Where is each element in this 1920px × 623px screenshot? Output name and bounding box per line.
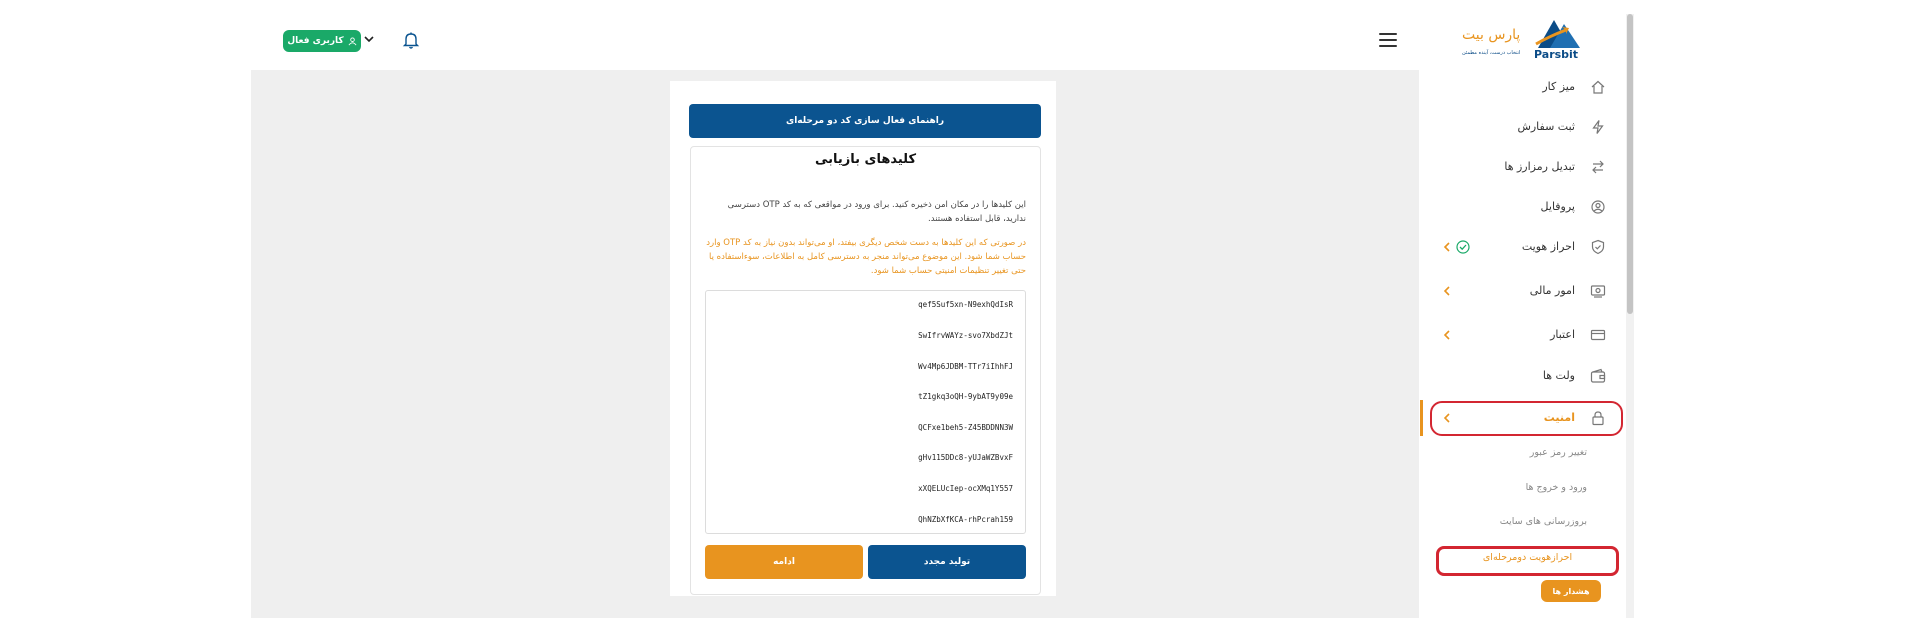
sidebar-item-finance[interactable] bbox=[1420, 276, 1630, 306]
recovery-description: این کلیدها را در مکان امن ذخیره کنید. برای ورود در مواقعی که به کد OTP دسترسی ندارید، قابل استفاده هستند. bbox=[727, 200, 1026, 224]
chevron-left-icon[interactable] bbox=[1442, 329, 1452, 341]
wallet-icon bbox=[1590, 368, 1606, 384]
logo-brand-en: Parsbit bbox=[1534, 48, 1579, 61]
card-icon bbox=[1590, 327, 1606, 343]
sidebar-item-order[interactable] bbox=[1420, 112, 1630, 142]
recovery-warning: در صورتی که این کلیدها به دست شخص دیگری بیفتد، او می‌تواند بدون نیاز به کد OTP وارد حساب شما شود. این موضوع می‌تواند منجر به دسترسی کامل به اطلاعات، سوءاستفاده یا حتی تغییر تنظیمات امنیتی حساب شما شود. bbox=[706, 238, 1026, 276]
user-icon bbox=[348, 37, 357, 46]
chevron-down-icon[interactable] bbox=[363, 33, 375, 45]
logo bbox=[1458, 14, 1588, 64]
recovery-code: QCFxe1beh5-Z45BDDNN3W bbox=[918, 423, 1013, 432]
recovery-code: tZ1gkq3oQH-9ybAT9y09e bbox=[918, 392, 1013, 401]
sidebar-item-label: اعتبار bbox=[1550, 328, 1575, 341]
sidebar-item-label: میز کار bbox=[1542, 80, 1575, 93]
swap-icon bbox=[1590, 159, 1606, 175]
chevron-left-icon[interactable] bbox=[1442, 241, 1452, 253]
sidebar-item-label: امور مالی bbox=[1529, 284, 1575, 297]
sidebar-item-credit[interactable] bbox=[1420, 320, 1630, 350]
scrollbar[interactable] bbox=[1626, 14, 1634, 618]
scrollbar-thumb[interactable] bbox=[1627, 14, 1633, 314]
active-user-button[interactable] bbox=[283, 30, 361, 52]
recovery-title: کلیدهای بازیابی bbox=[814, 152, 917, 167]
sidebar-sub-login-history[interactable]: ورود و خروج ها bbox=[1525, 482, 1587, 493]
sidebar-item-label: احراز هویت bbox=[1521, 240, 1575, 253]
recovery-code: QhNZbXfKCA-rhPcrah159 bbox=[918, 515, 1013, 524]
sidebar-item-profile[interactable] bbox=[1420, 192, 1630, 222]
recovery-codes-box bbox=[705, 290, 1026, 534]
sidebar-item-security[interactable] bbox=[1420, 403, 1630, 433]
sidebar-item-dashboard[interactable] bbox=[1420, 72, 1630, 102]
sidebar-item-label: تبدیل رمزارز ها bbox=[1504, 160, 1575, 173]
sidebar-item-convert[interactable] bbox=[1420, 152, 1630, 182]
recovery-code: xXQELUcIep-ocXMq1Y557 bbox=[918, 484, 1013, 493]
user-circle-icon bbox=[1590, 199, 1606, 215]
two-factor-guide-button[interactable]: راهنمای فعال سازی کد دو مرحله‌ای bbox=[689, 104, 1041, 138]
chevron-left-icon[interactable] bbox=[1442, 285, 1452, 297]
lock-icon bbox=[1590, 410, 1606, 426]
sidebar-sub-change-password[interactable]: تغییر رمز عبور bbox=[1529, 447, 1587, 458]
recovery-code: qef5Suf5xn-N9exhQdIsR bbox=[918, 300, 1013, 309]
alerts-button[interactable]: هشدار ها bbox=[1541, 580, 1601, 602]
regenerate-button[interactable]: تولید مجدد bbox=[868, 545, 1026, 579]
chevron-left-icon[interactable] bbox=[1442, 412, 1452, 424]
recovery-code: gHv115DDc8-yUJaWZBvxF bbox=[918, 453, 1013, 462]
sidebar-item-kyc[interactable] bbox=[1420, 232, 1630, 262]
logo-tagline: انتخاب درست، آینده مطمئن bbox=[1462, 50, 1521, 56]
sidebar-sub-site-updates[interactable]: بروزرسانی های سایت bbox=[1499, 516, 1587, 527]
sidebar-item-label: پروفایل bbox=[1540, 200, 1575, 213]
active-user-label: کاربری فعال bbox=[287, 36, 344, 46]
bell-icon[interactable] bbox=[401, 30, 421, 50]
menu-icon[interactable] bbox=[1379, 33, 1397, 47]
sidebar-sub-two-factor[interactable]: احرازهویت دومرحله‌ای bbox=[1482, 552, 1573, 563]
sidebar-item-label: ولت ها bbox=[1542, 369, 1575, 382]
home-icon bbox=[1590, 79, 1606, 95]
continue-button[interactable]: ادامه bbox=[705, 545, 863, 579]
bolt-icon bbox=[1590, 119, 1606, 135]
finance-icon bbox=[1590, 283, 1606, 299]
shield-icon bbox=[1590, 239, 1606, 255]
sidebar-item-label: امنیت bbox=[1543, 411, 1575, 424]
sidebar-item-wallets[interactable] bbox=[1420, 361, 1630, 391]
sidebar-item-label: ثبت سفارش bbox=[1517, 120, 1575, 133]
recovery-code: Wv4Mp6JDBM-TTr7iIhhFJ bbox=[918, 362, 1013, 371]
logo-brand-fa: پارس بیت bbox=[1462, 27, 1521, 43]
verified-check-icon bbox=[1456, 240, 1470, 254]
recovery-code: SwIfrvWAYz-svo7XbdZJt bbox=[918, 331, 1013, 340]
